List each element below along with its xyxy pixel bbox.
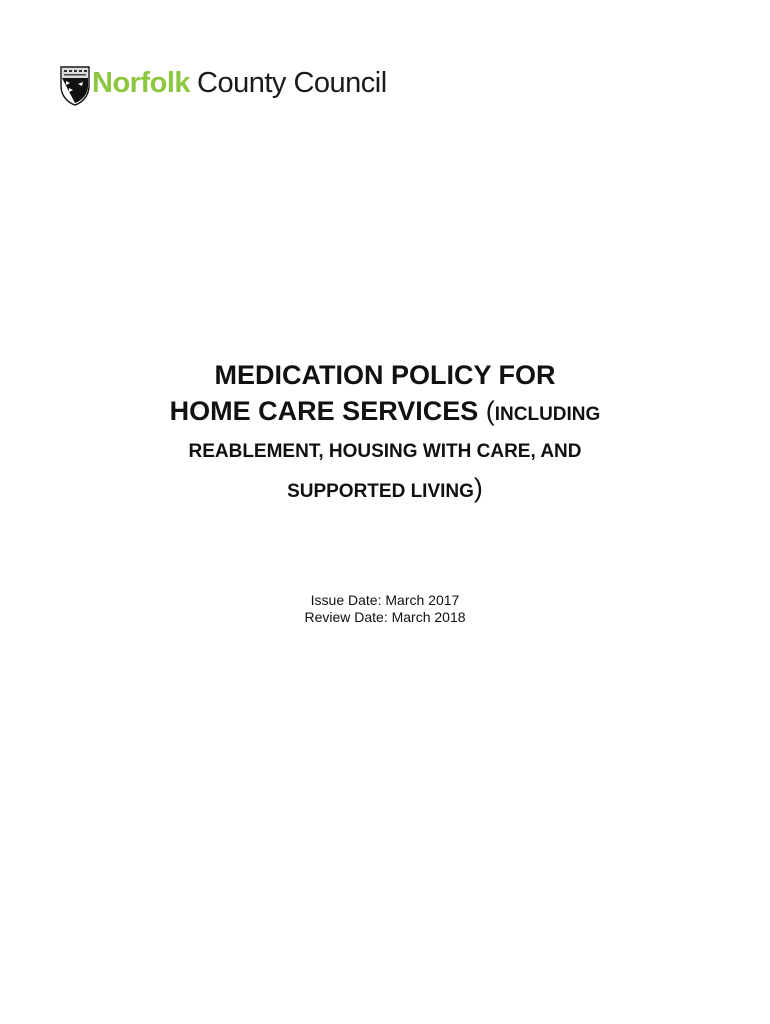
- document-dates: [0, 592, 770, 626]
- logo-county-council-text: County Council: [197, 66, 387, 99]
- title-line-3: REABLEMENT, HOUSING WITH CARE, AND: [188, 441, 582, 462]
- norfolk-crest-icon: [60, 66, 90, 106]
- title-close-paren: ): [473, 473, 483, 503]
- title-line-4: [0, 470, 770, 510]
- logo-norfolk-text: Norfolk: [92, 66, 190, 99]
- document-title: [0, 358, 770, 510]
- council-logo: [60, 66, 387, 106]
- review-date: Review Date: March 2018: [304, 609, 466, 625]
- title-line-4-text: SUPPORTED LIVING: [287, 481, 474, 502]
- title-open-paren: (: [485, 396, 495, 426]
- logo-wordmark: [92, 66, 387, 99]
- issue-date: Issue Date: March 2017: [310, 592, 460, 608]
- title-line-1: MEDICATION POLICY FOR: [214, 360, 556, 390]
- title-line-2-main: HOME CARE SERVICES: [169, 396, 479, 426]
- title-line-2-tail: INCLUDING: [494, 404, 601, 425]
- title-line-2: [0, 393, 770, 433]
